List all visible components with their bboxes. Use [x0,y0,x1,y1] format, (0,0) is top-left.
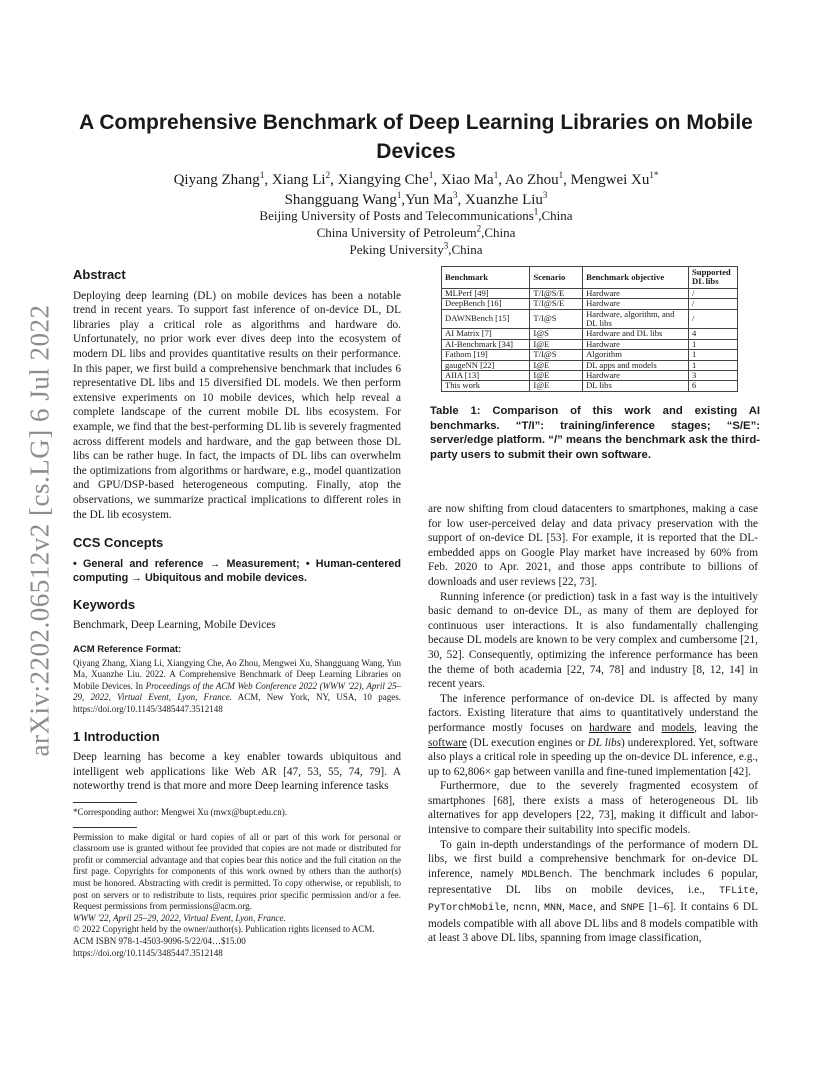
table-cell: Fathom [19] [442,350,530,360]
table-cell: MLPerf [49] [442,288,530,298]
table-cell: AI-Benchmark [34] [442,339,530,349]
abstract-text: Deploying deep learning (DL) on mobile devices has been a notable trend in recent years. To support fast inference of on-device DL, DL libraries play a critical role as algorithms and hardware do. Unfortunately, no prior work ever dives deep into the ecosystem of modern DL libs and provides quantitative results on their performance. In this paper, we first build a comprehensive benchmark that includes 6 representative DL libs and 15 diversified DL models. We then perform extensive experiments on 10 mobile devices, which help reveal a complete landscape of the current mobile DL libs ecosystem. For example, we find that the best-performing DL lib is severely fragmented across different models and hardware, and the gap between those DL libs can be rather huge. In fact, the impacts of DL libs can overwhelm the optimizations from algorithms or hardware, e.g., model quantization and GPU/DSP-based heterogeneous computing. Finally, atop the observations, we summarize practical implications to different roles in the DL lib ecosystem. [73,289,401,521]
table-cell: 3 [689,371,738,381]
table-cell: T/I@S/E [530,299,583,309]
arxiv-stamp [20,300,60,760]
table-cell: Hardware [583,288,689,298]
table-row [442,371,738,381]
table-cell: DAWNBench [15] [442,309,530,329]
keywords-heading: Keywords [73,596,136,612]
table-cell: This work [442,381,530,391]
left-column [73,268,401,959]
table-row [442,299,738,309]
table-cell: / [689,299,738,309]
table-row [442,288,738,298]
table-cell: Hardware [583,299,689,309]
table-row [442,309,738,329]
paragraph: Running inference (or prediction) task in a fast way is the intuitively basic demand to on-device DL, as many of them are deployed for continuous user interactions. It is also fundamentally challenging because DL models are known to be very complex and cumbersome [21, 30, 52]. Consequently, optimizing the inference performance has been the theme of both academia [22, 74, 78] and industry [8, 12, 14] in recent years. [428,590,758,691]
author-name: Yun Ma [405,192,454,208]
author-name: Ao Zhou [504,172,559,188]
permission-rule [73,827,137,828]
table-cell: / [689,288,738,298]
author-list [74,170,758,210]
table-header: Benchmark [442,267,530,289]
table-row [442,360,738,370]
conference-line: WWW '22, April 25–29, 2022, Virtual Event, Lyon, France. [73,912,286,923]
table-cell: 1 [689,360,738,370]
ccs-heading: CCS Concepts [73,535,164,551]
author-name: Xiang Li [271,172,326,188]
table-caption: Table 1: Comparison of this work and existing AI benchmarks. “T/I”: training/inference stages; “S/E”: server/edge platform. “/” means the benchmark ask the third-party users to submit their own software. [430,405,760,461]
permission-notice: Permission to make digital or hard copies of all or part of this work for personal or classroom use is granted without fee provided that copies are not made or distributed for profit or commercial advantage and that copies bear this notice and the full citation on the first page. Copyrights for components of this work owned by others than the author(s) must be honored. Abstracting with credit is permitted. To copy otherwise, or republish, to post on servers or to redistribute to lists, requires prior specific permission and/or a fee. Request permissions from permissions@acm.org. [73,831,401,912]
table-cell: gaugeNN [22] [442,360,530,370]
author-name: Mengwei Xu [570,172,650,188]
table-row [442,339,738,349]
table-cell: I@E [530,371,583,381]
right-column [428,502,758,946]
table-cell: AIIA [13] [442,371,530,381]
table-cell: / [689,309,738,329]
author-name: Qiyang Zhang [173,172,260,188]
table-header: Benchmark objective [583,267,689,289]
table-row [442,381,738,391]
table-cell: 1 [689,339,738,349]
table-cell: Hardware, algorithm, and DL libs [583,309,689,329]
table-cell: Hardware and DL libs [583,329,689,339]
affiliation: Beijing University of Posts and Telecommunications$^1$,China [259,206,573,223]
ccs-text: • General and reference → Measurement; • Human-centered computing → Ubiquitous and mobile devices. [73,557,401,585]
affiliation: China University of Petroleum$^2$,China [316,223,516,240]
table-cell: DL libs [583,381,689,391]
table-cell: I@E [530,339,583,349]
isbn-line: ACM ISBN 978-1-4503-9096-5/22/04…$15.00 [73,935,246,946]
comparison-table [441,266,738,392]
table-cell: Hardware [583,371,689,381]
paragraph: Furthermore, due to the severely fragmented ecosystem of smartphones [68], there exists a mass of heterogeneous DL lib alternatives for app developers [22, 73], making it difficult and labor-intensive to compare their suitability into specific models. [428,780,758,837]
affiliation: Peking University$^3$,China [349,240,483,257]
table-header-row [442,267,738,289]
table-cell: Algorithm [583,350,689,360]
doi-line: https://doi.org/10.1145/3485447.3512148 [73,947,223,958]
footnote: *Corresponding author: Mengwei Xu (mwx@bupt.edu.cn). [73,807,288,817]
copyright-line: © 2022 Copyright held by the owner/author(s). Publication rights licensed to ACM. [73,924,375,935]
table-cell: 1 [689,350,738,360]
author-name: Xiangying Che [337,172,429,188]
author-name: Xiao Ma [440,172,494,188]
table-cell: 4 [689,329,738,339]
table-cell: T/I@S [530,350,583,360]
table-header: Scenario [530,267,583,289]
table-row [442,329,738,339]
author-name: Xuanzhe Liu [465,192,543,208]
table-cell: I@E [530,381,583,391]
intro-heading: 1 Introduction [73,728,160,744]
intro-paragraph: Deep learning has become a key enabler towards ubiquitous and intelligent web applications like Web AR [47, 53, 55, 74, 79]. A noteworthy trend is that more and more Deep learning inference tasks [73,751,401,793]
table-cell: AI Matrix [7] [442,329,530,339]
table-cell: 6 [689,381,738,391]
table-header: Supported DL libs [689,267,738,289]
table-cell: I@S [530,329,583,339]
paragraph: The inference performance of on-device DL is affected by many factors. Existing literature that aims to quantitatively understand the performance mostly focuses on hardware and models, leaving the software (DL execution engines or DL libs) underexplored. Yet, software also plays a critical role in speeding up the on-device DL inference, e.g., up to 62,806× gap between vanilla and fine-tuned implementation [42]. [428,692,758,778]
paper-title: A Comprehensive Benchmark of Deep Learning Libraries on Mobile Devices [79,111,753,163]
acm-ref-text: Qiyang Zhang, Xiang Li, Xiangying Che, Ao Zhou, Mengwei Xu, Shangguang Wang, Yun Ma, Xuanzhe Liu. 2022. A Comprehensive Benchmark of Deep Learning Libraries on Mobile Devices. In Proceedings of the ACM Web Conference 2022 (WWW '22), April 25–29, 2022, Virtual Event, Lyon, France. ACM, New York, NY, USA, 10 pages. https://doi.org/10.1145/3485447.3512148 [73,657,401,715]
keywords-text: Benchmark, Deep Learning, Mobile Devices [73,619,276,632]
table-cell: DL apps and models [583,360,689,370]
table-cell: I@E [530,360,583,370]
author-line-2: Shangguang Wang$^1$,Yun Ma$^3$, Xuanzhe Liu$^3$ [284,190,548,208]
abstract-heading: Abstract [73,267,126,282]
paragraph: To gain in-depth understandings of the performance of modern DL libs, we first build a comprehensive benchmark for on-device DL inference, namely MDLBench. The benchmark includes 6 popular, representative DL libs on mobile devices, i.e., TFLite, PyTorchMobile, ncnn, MNN, Mace, and SNPE [1–6]. It contains 6 DL models compatible with all above DL libs and 8 models compatible with at least 3 above DL libs, spanning from image classification, [428,838,758,945]
table-cell: Hardware [583,339,689,349]
table-cell: T/I@S/E [530,288,583,298]
paragraph: are now shifting from cloud datacenters to smartphones, making a case for low user-perceived delay and data privacy preservation with the support of on-device DL [53]. For example, it is reported that the DL-embedded apps on Google Play market have increased by 60% from Feb. 2020 to Apr. 2021, and those apps contribute to billions of downloads and user reviews [22, 73]. [428,503,758,588]
table-cell: DeepBench [16] [442,299,530,309]
table-row [442,350,738,360]
arxiv-id: arXiv:2202.06512v2 [cs.LG] 6 Jul 2022 [24,304,55,756]
footnote-rule [73,802,137,803]
acm-ref-heading: ACM Reference Format: [73,644,182,656]
author-name: Shangguang Wang [284,192,397,208]
table-cell: T/I@S [530,309,583,329]
affiliation-list [74,207,758,258]
author-line-1: Qiyang Zhang$^1$, Xiang Li$^2$, Xiangying Che$^1$, Xiao Ma$^1$, Ao Zhou$^1$, Mengwei $Xu^{1*}$ [173,170,659,188]
